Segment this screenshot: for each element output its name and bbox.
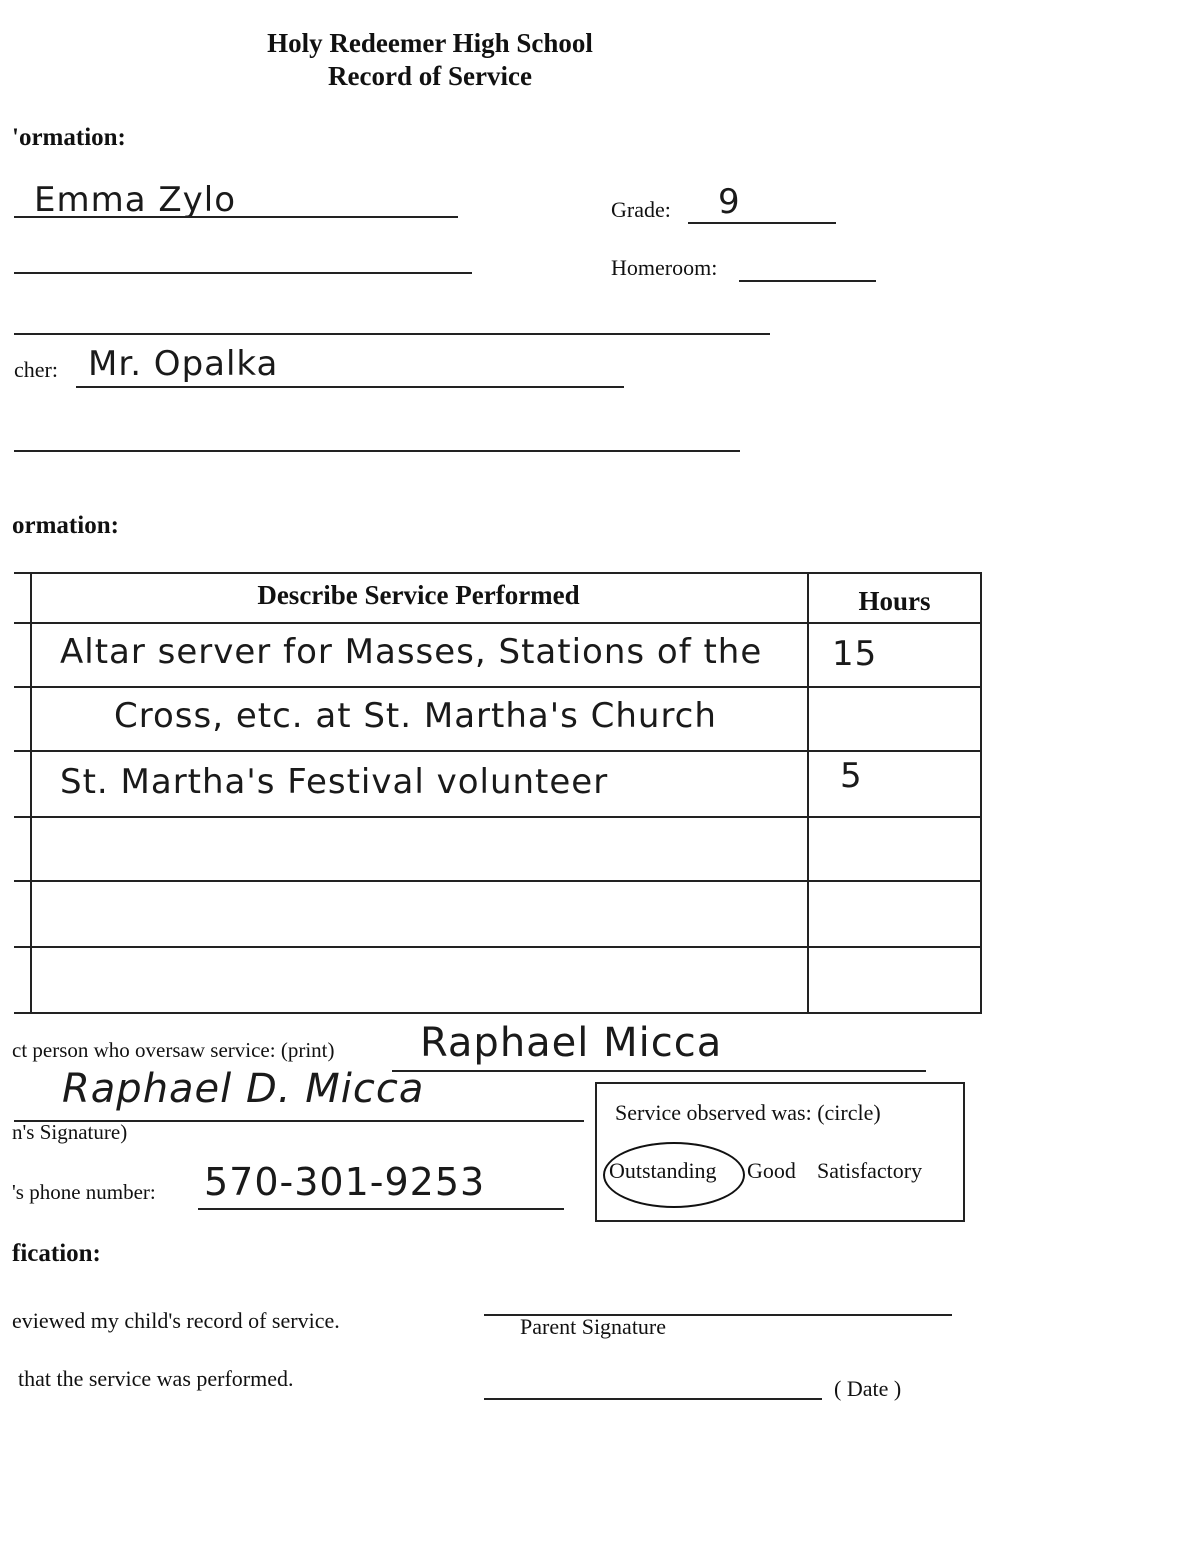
table-header-hours: Hours — [858, 586, 931, 616]
table-top-border — [14, 572, 982, 574]
parent-signature-label: Parent Signature — [520, 1314, 667, 1339]
verification-statement-1: eviewed my child's record of service. — [12, 1308, 340, 1333]
contact-signature-label: n's Signature) — [12, 1120, 128, 1144]
evaluation-option-outstanding[interactable]: Outstanding — [609, 1158, 717, 1183]
evaluation-prompt: Service observed was: (circle) — [615, 1100, 881, 1125]
student-info-heading: 'ormation: — [12, 124, 126, 151]
teacher-label: cher: — [14, 357, 58, 382]
evaluation-box — [595, 1082, 965, 1222]
grade-label: Grade: — [611, 197, 671, 222]
service-table — [14, 572, 982, 1014]
date-label: ( Date ) — [834, 1376, 902, 1401]
table-row-1-description: Altar server for Masses, Stations of the — [60, 632, 763, 672]
contact-print-line — [392, 1070, 926, 1072]
contact-phone-value: 570-301-9253 — [204, 1160, 486, 1204]
homeroom-line — [739, 280, 876, 282]
selected-option-circle — [603, 1142, 745, 1208]
verification-statement-2: that the service was performed. — [18, 1366, 294, 1391]
table-row-divider-4 — [14, 880, 982, 882]
table-row-divider-3 — [14, 816, 982, 818]
grade-value: 9 — [718, 182, 741, 222]
date-line — [484, 1398, 822, 1400]
table-row-3-description: St. Martha's Festival volunteer — [60, 762, 609, 802]
contact-print-value: Raphael Micca — [420, 1020, 723, 1066]
form-title: Record of Service — [328, 61, 532, 91]
service-info-heading: ormation: — [12, 512, 119, 539]
blank-line-2 — [14, 333, 770, 335]
table-row-2-description: Cross, etc. at St. Martha's Church — [114, 696, 717, 736]
grade-line — [688, 222, 836, 224]
table-row-divider-1 — [14, 686, 982, 688]
blank-line-3 — [14, 450, 740, 452]
evaluation-option-satisfactory[interactable]: Satisfactory — [817, 1158, 923, 1183]
verification-heading: fication: — [12, 1240, 101, 1267]
teacher-value: Mr. Opalka — [88, 344, 279, 384]
contact-phone-label: 's phone number: — [12, 1180, 156, 1204]
contact-phone-line — [198, 1208, 564, 1210]
student-name-line — [14, 216, 458, 218]
contact-print-label: ct person who oversaw service: (print) — [12, 1038, 335, 1062]
homeroom-label: Homeroom: — [611, 255, 718, 280]
evaluation-option-good[interactable]: Good — [747, 1158, 796, 1183]
table-row-divider-5 — [14, 946, 982, 948]
student-name-value: Emma Zylo — [34, 180, 237, 220]
contact-signature-value: Raphael D. Micca — [62, 1066, 425, 1112]
table-row-1-hours: 15 — [832, 634, 878, 674]
school-name: Holy Redeemer High School — [267, 28, 593, 58]
table-row-divider-2 — [14, 750, 982, 752]
blank-line-1 — [14, 272, 472, 274]
table-row-3-hours: 5 — [840, 756, 863, 796]
table-header-description: Describe Service Performed — [257, 580, 580, 610]
table-header-divider — [14, 622, 982, 624]
teacher-line — [76, 386, 624, 388]
table-bottom-border — [14, 1012, 982, 1014]
